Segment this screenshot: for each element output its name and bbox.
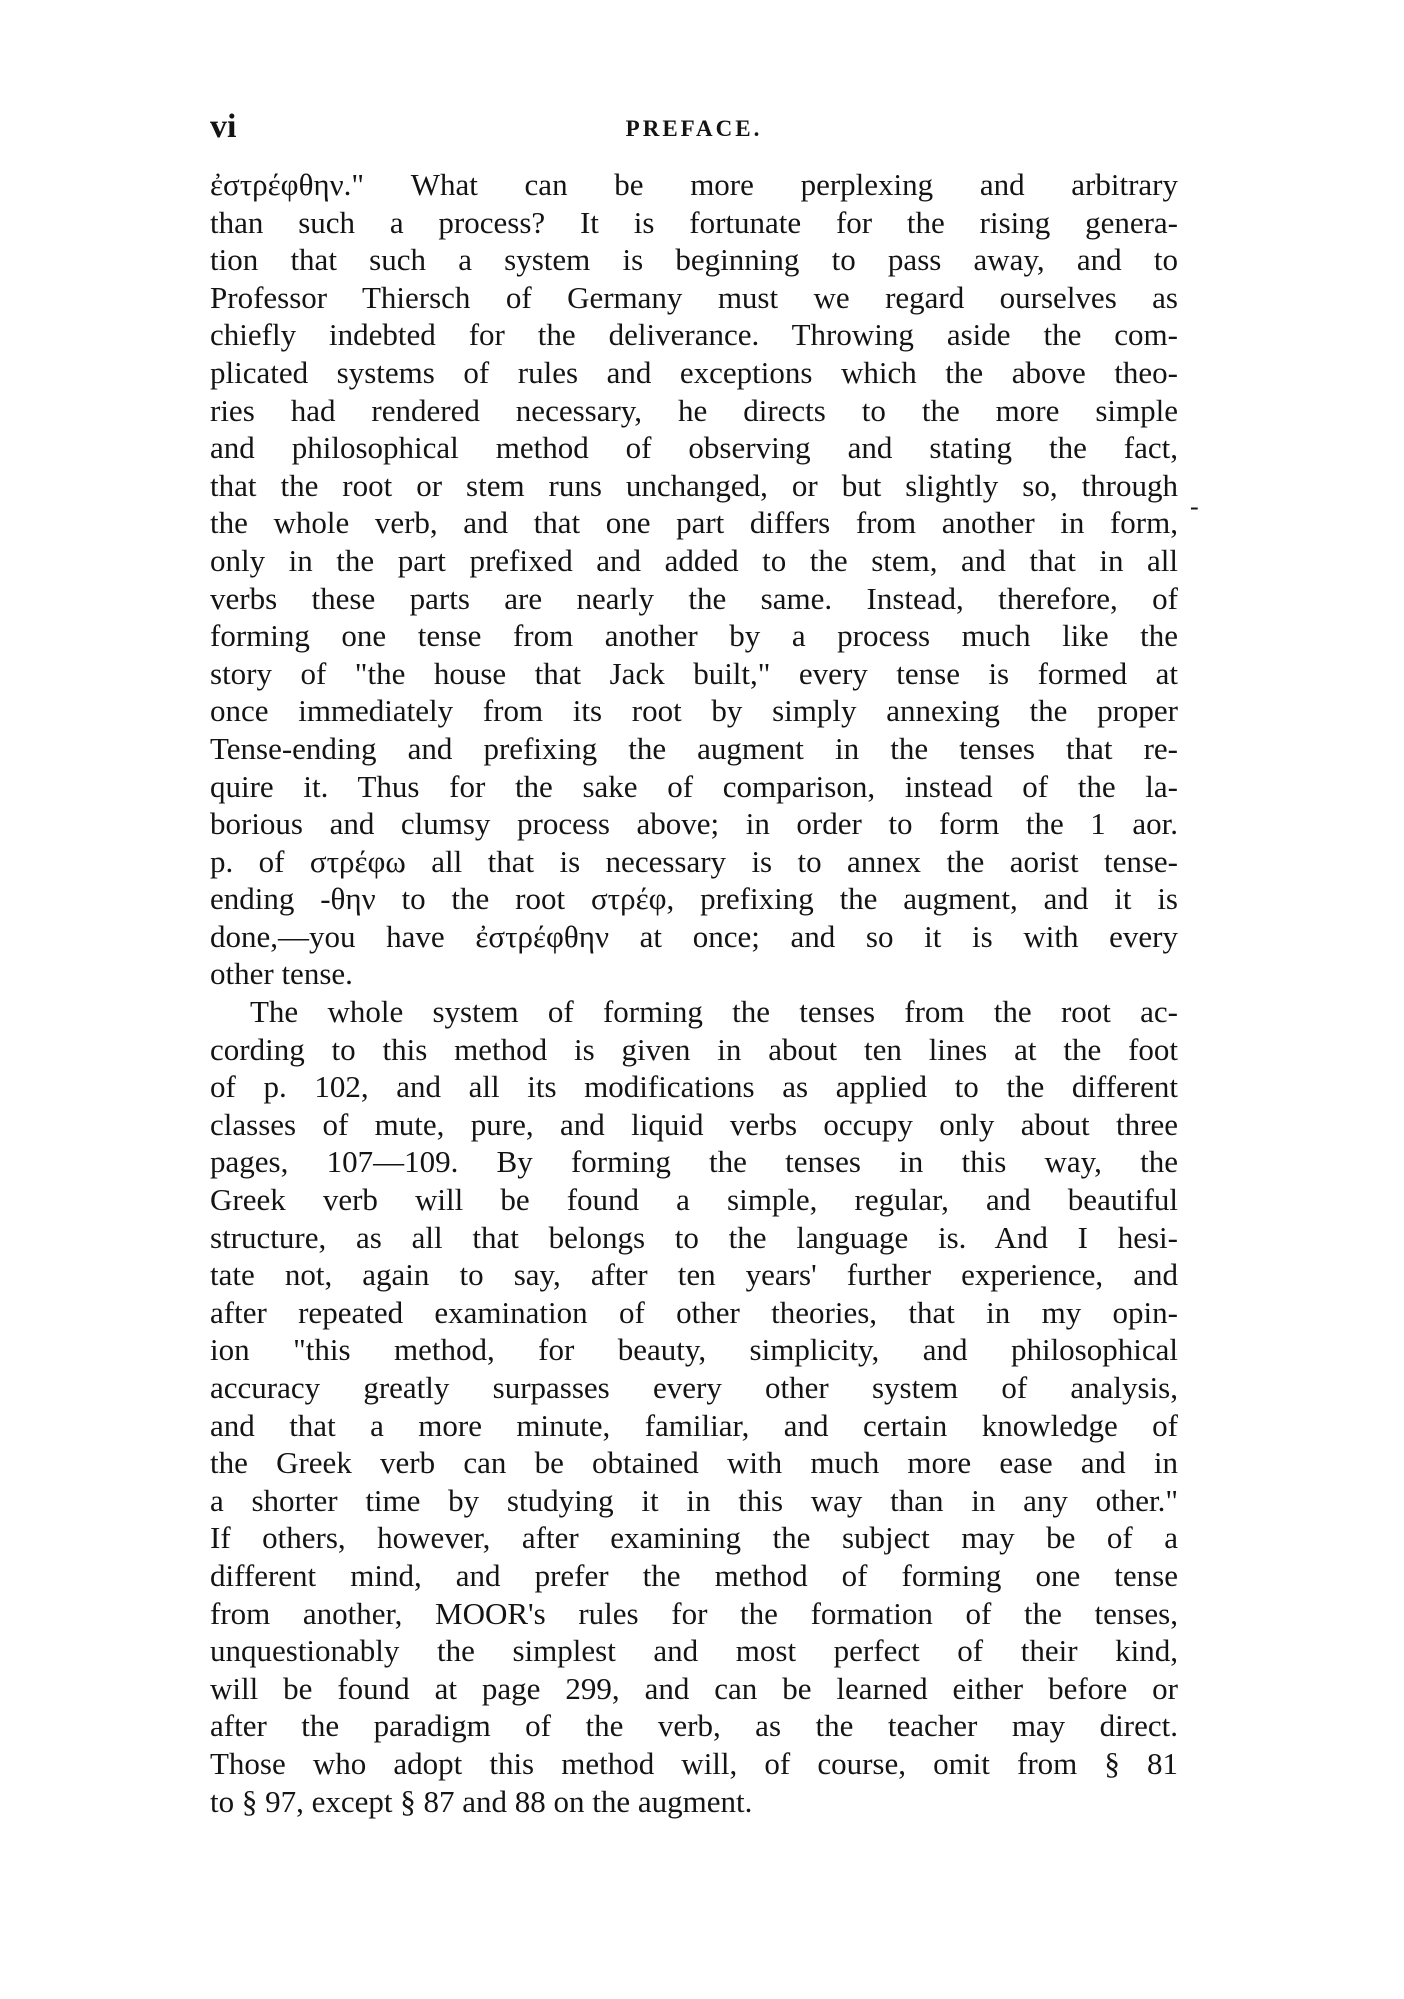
body-text — [210, 166, 1178, 1820]
text-line: forming one tense from another by a process much like the — [210, 618, 1178, 654]
text-line: chiefly indebted for the deliverance. Throwing aside the com- — [210, 317, 1178, 353]
text-line: plicated systems of rules and exceptions which the above theo- — [210, 354, 1178, 390]
text-line: The whole system of forming the tenses from the root ac- — [250, 994, 1178, 1030]
text-line: Tense-ending and prefixing the augment in the tenses that re- — [210, 730, 1178, 766]
text-line: ries had rendered necessary, he directs to the more simple — [210, 392, 1178, 428]
text-line: the whole verb, and that one part differs from another in form, — [210, 505, 1178, 541]
paragraph-1 — [210, 166, 1178, 993]
text-line: Professor Thiersch of Germany must we regard ourselves as — [210, 279, 1178, 315]
text-line: and that a more minute, familiar, and certain knowledge of — [210, 1407, 1178, 1443]
text-line: after repeated examination of other theories, that in my opin- — [210, 1294, 1178, 1330]
text-line: different mind, and prefer the method of forming one tense — [210, 1557, 1178, 1593]
text-line: the Greek verb can be obtained with much more ease and in — [210, 1445, 1178, 1481]
text-line: tion that such a system is beginning to pass away, and to — [210, 242, 1178, 278]
text-line: pages, 107—109. By forming the tenses in this way, the — [210, 1144, 1178, 1180]
text-line: after the paradigm of the verb, as the teacher may direct. — [210, 1708, 1178, 1744]
text-line: only in the part prefixed and added to the stem, and that in all — [210, 542, 1178, 578]
running-head — [210, 108, 1178, 148]
text-line: ending -θην to the root στρέφ, prefixing the augment, and it is — [210, 881, 1178, 917]
text-line: verbs these parts are nearly the same. Instead, therefore, of — [210, 580, 1178, 616]
text-line: of p. 102, and all its modifications as applied to the different — [210, 1069, 1178, 1105]
text-line: a shorter time by studying it in this way than in any other." — [210, 1482, 1178, 1518]
text-line: quire it. Thus for the sake of comparison, instead of the la- — [210, 768, 1178, 804]
running-title: PREFACE. — [625, 116, 763, 141]
text-line: structure, as all that belongs to the language is. And I hesi- — [210, 1219, 1178, 1255]
text-line: borious and clumsy process above; in order to form the 1 aor. — [210, 806, 1178, 842]
text-line: Those who adopt this method will, of course, omit from § 81 — [210, 1745, 1178, 1781]
text-line: to § 97, except § 87 and 88 on the augment. — [210, 1783, 753, 1819]
text-line: cording to this method is given in about ten lines at the foot — [210, 1031, 1178, 1067]
text-line: tate not, again to say, after ten years' further experience, and — [210, 1257, 1178, 1293]
text-line: from another, MOOR's rules for the formation of the tenses, — [210, 1595, 1178, 1631]
text-line: will be found at page 299, and can be learned either before or — [210, 1670, 1178, 1706]
text-line: done,—you have ἐστρέφθην at once; and so it is with every — [210, 918, 1178, 954]
text-line: accuracy greatly surpasses every other system of analysis, — [210, 1370, 1178, 1405]
text-line: p. of στρέφω all that is necessary is to annex the aorist tense- — [210, 843, 1178, 879]
text-line: Greek verb will be found a simple, regular, and beautiful — [210, 1182, 1178, 1218]
text-line: and philosophical method of observing and stating the fact, — [210, 430, 1178, 466]
book-page — [210, 108, 1178, 1820]
margin-mark: - — [1190, 492, 1199, 521]
text-line: ion "this method, for beauty, simplicity, and philosophical — [210, 1332, 1178, 1368]
text-line: other tense. — [210, 956, 353, 992]
paragraph-2 — [210, 993, 1178, 1820]
text-line: than such a process? It is fortunate for the rising genera- — [210, 204, 1178, 240]
text-line: If others, however, after examining the subject may be of a — [210, 1520, 1178, 1556]
text-line: that the root or stem runs unchanged, or but slightly so, through — [210, 467, 1178, 503]
text-line: classes of mute, pure, and liquid verbs occupy only about three — [210, 1106, 1178, 1142]
page-number: vi — [210, 108, 237, 145]
text-line: story of "the house that Jack built," every tense is formed at — [210, 655, 1178, 691]
text-line: unquestionably the simplest and most perfect of their kind, — [210, 1633, 1178, 1669]
text-line: ἐστρέφθην." What can be more perplexing and arbitrary — [210, 167, 1178, 202]
text-line: once immediately from its root by simply annexing the proper — [210, 693, 1178, 729]
